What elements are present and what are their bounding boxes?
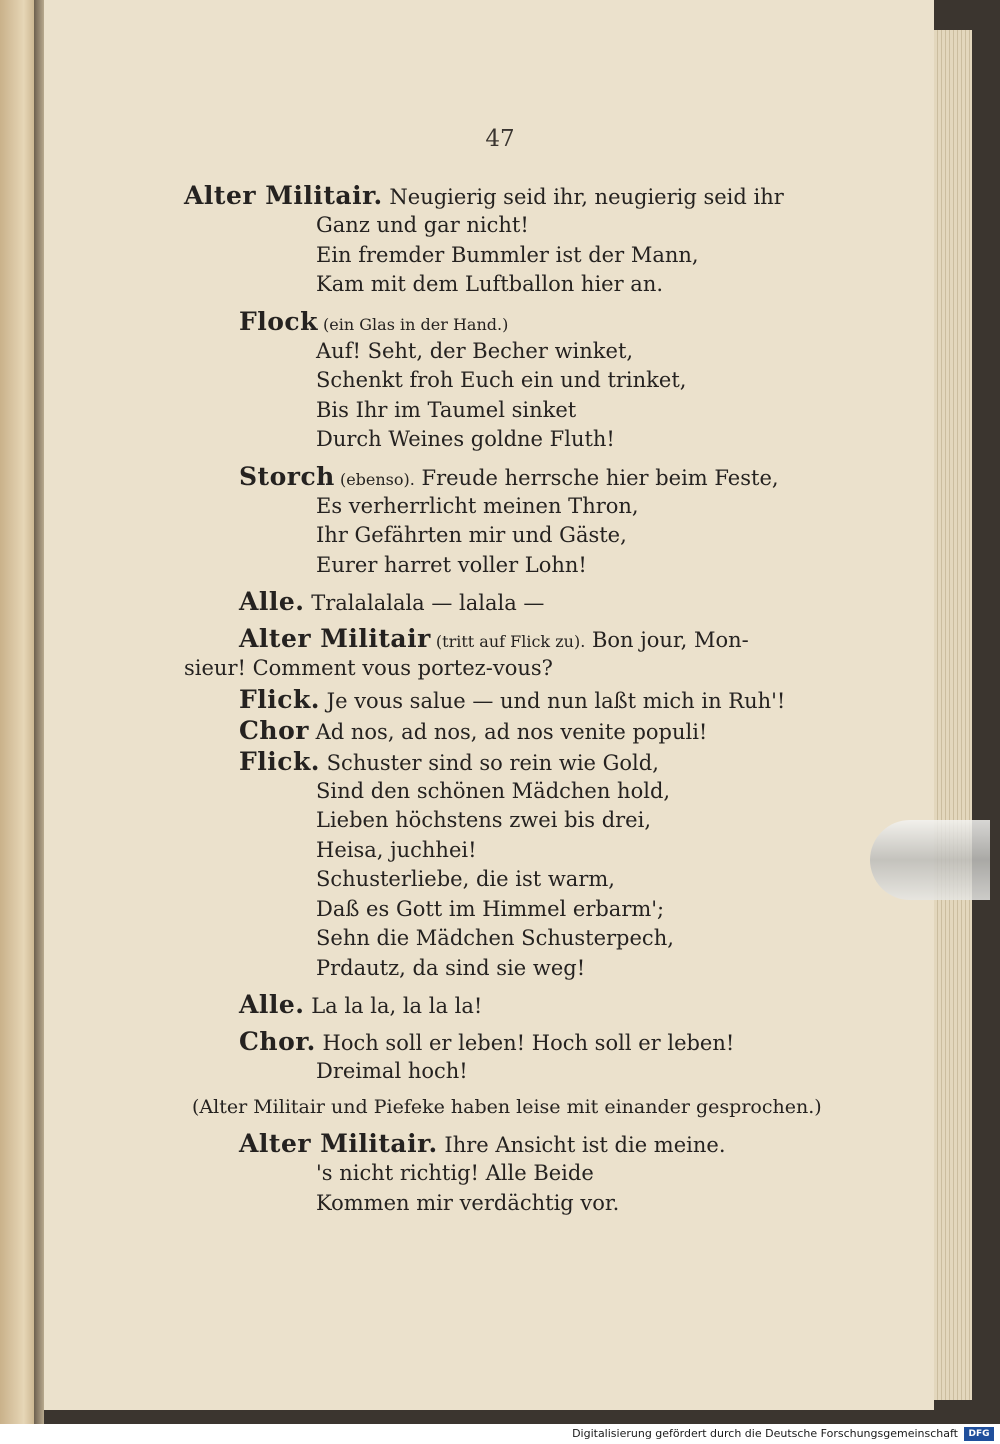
text-line [184, 586, 824, 617]
speaker-name: Chor [239, 715, 309, 745]
line-text: Durch Weines goldne Fluth! [316, 427, 615, 451]
speaker-name: Flick. [239, 746, 320, 776]
page-number: 47 [485, 126, 515, 152]
text-line [184, 1189, 824, 1219]
footer-bar [0, 1424, 1000, 1444]
stage-direction [184, 1093, 824, 1123]
line-text: Es verherrlicht meinen Thron, [316, 493, 639, 518]
speaker-name: Chor. [239, 1027, 316, 1056]
line-text: Neugierig seid ihr, neugierig seid ihr [382, 185, 784, 209]
line-text: Ihre Ansicht ist die meine. [437, 1133, 726, 1157]
text-line [184, 989, 824, 1020]
speaker-name: Flock [239, 306, 318, 336]
text-line [184, 684, 824, 715]
text-line [184, 1128, 824, 1159]
line-text: Kommen mir verdächtig vor. [316, 1190, 620, 1215]
text-line [184, 777, 824, 807]
line-text: Schenkt froh Euch ein und trinket, [316, 368, 687, 392]
line-text: Ihr Gefährten mir und Gäste, [316, 523, 627, 547]
line-text: Je vous salue — und nun laßt mich in Ruh'! [320, 688, 786, 713]
line-text: Eurer harret voller Lohn! [316, 552, 587, 577]
speaker-name: Alter Militair. [184, 181, 383, 210]
text-line [184, 551, 824, 581]
line-text: La la la, la la la! [304, 994, 483, 1018]
line-text: Hoch soll er leben! Hoch soll er leben! [315, 1031, 735, 1055]
speaker-name: Storch [239, 461, 335, 491]
line-text: Auf! Seht, der Becher winket, [316, 338, 634, 363]
book-clip [870, 820, 990, 900]
text-line [184, 623, 824, 654]
text-line [184, 1057, 824, 1087]
line-text: Sind den schönen Mädchen hold, [316, 778, 671, 803]
text-line [184, 337, 824, 367]
page-stack-edge [934, 30, 972, 1400]
speaker-name: Flick. [239, 684, 320, 714]
text-line [184, 521, 824, 551]
play-text [184, 180, 824, 1218]
text-line [184, 241, 824, 271]
text-line [184, 425, 824, 455]
line-text: Bon jour, Mon- [585, 628, 749, 652]
text-line [184, 806, 824, 836]
text-line [184, 895, 824, 925]
speaker-name: Alter Militair [239, 624, 431, 653]
text-line [184, 715, 824, 746]
text-line [184, 461, 824, 492]
line-text: Lieben höchstens zwei bis drei, [316, 808, 652, 832]
speaker-name: Alle. [239, 587, 305, 616]
dfg-logo: DFG [964, 1427, 994, 1441]
line-text: Ein fremder Bummler ist der Mann, [316, 242, 699, 267]
text-line [184, 746, 824, 777]
left-page-edge [0, 0, 34, 1424]
text-line [184, 1159, 824, 1189]
line-text: Sehn die Mädchen Schusterpech, [316, 926, 674, 950]
line-text: Schusterliebe, die ist warm, [316, 867, 615, 891]
book-gutter [34, 0, 44, 1424]
book-page [44, 0, 934, 1410]
footer-credit: Digitalisierung gefördert durch die Deutsche Forschungsgemeinschaft [572, 1427, 958, 1440]
text-line [184, 1026, 824, 1057]
speaker-name: Alter Militair. [239, 1129, 438, 1158]
text-line [184, 180, 824, 211]
text-line [184, 836, 824, 866]
text-line [184, 396, 824, 426]
text-line [184, 492, 824, 522]
line-text: Daß es Gott im Himmel erbarm'; [316, 896, 665, 921]
stage-note: (ebenso). [334, 469, 415, 489]
text-line [184, 654, 824, 684]
line-text: Freude herrsche hier beim Feste, [414, 465, 779, 490]
text-line [184, 924, 824, 954]
text-line [184, 366, 824, 396]
line-text: Bis Ihr im Taumel sinket [316, 397, 577, 422]
line-text: Dreimal hoch! [316, 1059, 468, 1083]
text-line [184, 270, 824, 300]
text-line [184, 211, 824, 241]
line-text: (Alter Militair und Piefeke haben leise mit einander gesprochen.) [192, 1095, 822, 1118]
line-text: Tralalalala — lalala — [304, 591, 545, 615]
line-text: Kam mit dem Luftballon hier an. [316, 272, 664, 296]
text-line [184, 865, 824, 895]
line-text: Ad nos, ad nos, ad nos venite populi! [308, 719, 708, 744]
stage-note: (tritt auf Flick zu). [430, 632, 586, 651]
line-text: Ganz und gar nicht! [316, 213, 529, 237]
line-text: Heisa, juchhei! [316, 837, 477, 862]
stage-note: (ein Glas in der Hand.) [317, 314, 509, 334]
line-text: 's nicht richtig! Alle Beide [316, 1161, 594, 1185]
text-line [184, 306, 824, 337]
line-text: Prdautz, da sind sie weg! [316, 955, 586, 980]
line-text: sieur! Comment vous portez-vous? [184, 656, 553, 680]
text-line [184, 954, 824, 984]
speaker-name: Alle. [239, 990, 305, 1019]
line-text: Schuster sind so rein wie Gold, [320, 750, 659, 775]
